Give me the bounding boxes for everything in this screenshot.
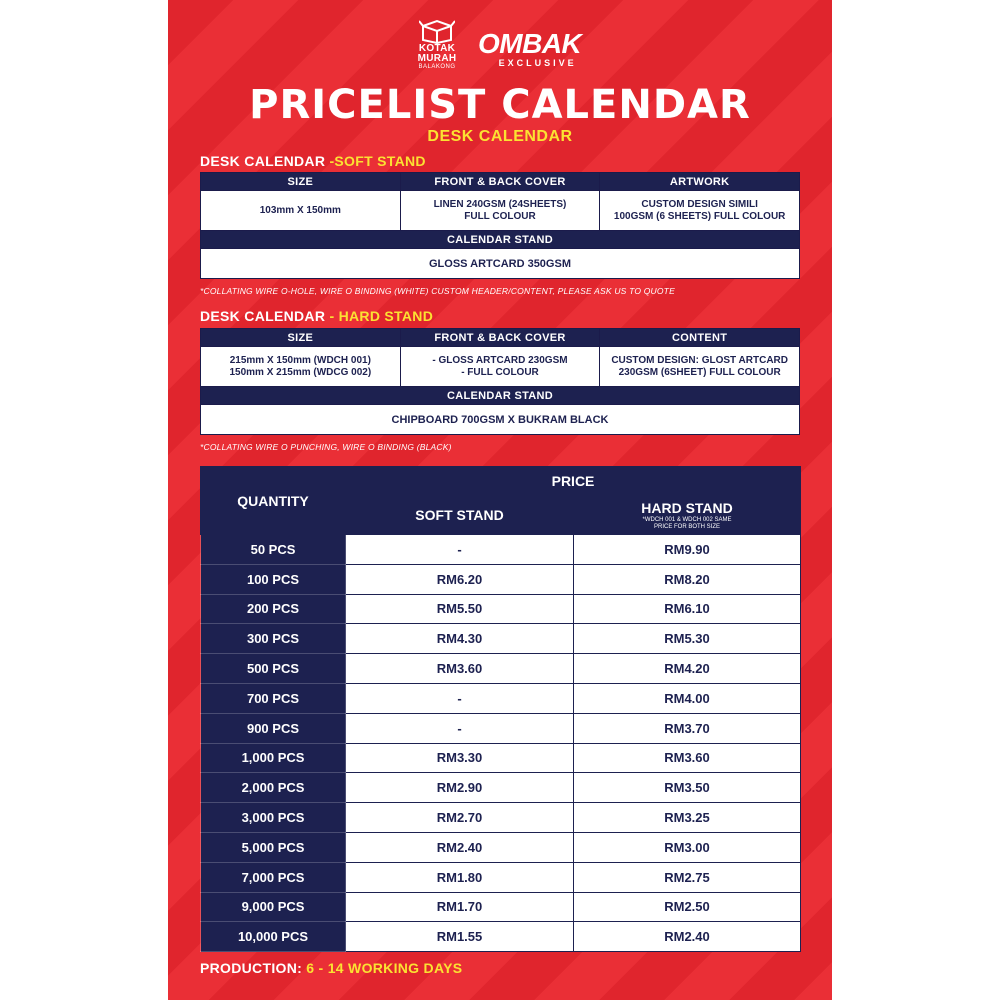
soft-stand-heading-accent: -SOFT STAND — [329, 153, 426, 169]
soft-stand-price-cell: - — [346, 535, 574, 565]
spec-header-content: CONTENT — [600, 329, 800, 347]
price-row — [201, 624, 801, 654]
hard-stand-heading-main: DESK CALENDAR — [200, 308, 330, 324]
price-row — [201, 654, 801, 684]
soft-stand-price-cell: RM2.90 — [346, 773, 574, 803]
soft-stand-price-cell: RM4.30 — [346, 624, 574, 654]
hard-stand-spec-table — [200, 328, 800, 435]
kotak-text: KOTAK — [418, 43, 456, 54]
quantity-cell: 100 PCS — [201, 564, 346, 594]
calendar-stand-value: CHIPBOARD 700GSM X BUKRAM BLACK — [201, 405, 800, 435]
hard-stand-price-cell: RM2.75 — [574, 862, 801, 892]
soft-stand-price-cell: RM6.20 — [346, 564, 574, 594]
pricelist-poster — [168, 0, 832, 1000]
spec-cell-content — [600, 347, 800, 387]
soft-stand-price-cell: RM2.70 — [346, 803, 574, 833]
soft-stand-price-cell: RM3.30 — [346, 743, 574, 773]
hard-stand-price-cell: RM4.00 — [574, 683, 801, 713]
spec-cell-size — [201, 347, 401, 387]
production-label: PRODUCTION: — [200, 960, 307, 976]
production-value: 6 - 14 WORKING DAYS — [306, 960, 463, 976]
quantity-cell: 9,000 PCS — [201, 892, 346, 922]
price-table-body — [201, 535, 801, 952]
production-info — [200, 960, 462, 976]
price-row — [201, 535, 801, 565]
hard-stand-price-cell: RM3.00 — [574, 832, 801, 862]
spec-line: LINEN 240GSM (24SHEETS) — [433, 198, 567, 210]
page-subtitle: DESK CALENDAR — [427, 128, 573, 145]
hard-note-line: *WDCH 001 & WDCH 002 SAME — [642, 516, 732, 523]
spec-line: - GLOSS ARTCARD 230GSM — [432, 354, 568, 366]
spec-line: - FULL COLOUR — [461, 366, 539, 378]
soft-stand-price-cell: RM5.50 — [346, 594, 574, 624]
hard-stand-price-cell: RM4.20 — [574, 654, 801, 684]
murah-text: MURAH — [417, 53, 457, 64]
soft-stand-price-cell: RM2.40 — [346, 832, 574, 862]
ombak-logo — [478, 30, 581, 68]
price-row — [201, 743, 801, 773]
exclusive-text: EXCLUSIVE — [498, 58, 577, 68]
hard-stand-price-cell: RM2.40 — [574, 922, 801, 952]
price-row — [201, 832, 801, 862]
hard-stand-price-cell: RM6.10 — [574, 594, 801, 624]
ombak-text: OMBAK — [478, 28, 582, 59]
spec-line: 230GSM (6SHEET) FULL COLOUR — [618, 366, 781, 378]
spec-header-cover: FRONT & BACK COVER — [400, 173, 600, 191]
spec-line: 103mm X 150mm — [259, 204, 341, 216]
spec-line: CUSTOM DESIGN SIMILI — [641, 198, 758, 210]
kotak-murah-logo — [408, 18, 466, 76]
quantity-cell: 1,000 PCS — [201, 743, 346, 773]
hard-stand-price-cell: RM9.90 — [574, 535, 801, 565]
price-row — [201, 862, 801, 892]
soft-stand-price-cell: RM3.60 — [346, 654, 574, 684]
spec-header-size: SIZE — [201, 173, 401, 191]
quantity-cell: 3,000 PCS — [201, 803, 346, 833]
price-row — [201, 594, 801, 624]
hard-stand-price-cell: RM3.25 — [574, 803, 801, 833]
soft-stand-header: SOFT STAND — [346, 496, 574, 535]
price-row — [201, 773, 801, 803]
spec-line: FULL COLOUR — [464, 210, 536, 222]
quantity-cell: 2,000 PCS — [201, 773, 346, 803]
hard-stand-price-cell: RM3.70 — [574, 713, 801, 743]
balakong-text: BALAKONG — [418, 64, 456, 70]
hard-stand-header-note — [574, 517, 800, 531]
hard-note-line: PRICE FOR BOTH SIZE — [654, 523, 721, 530]
quantity-cell: 50 PCS — [201, 535, 346, 565]
page-title: PRICELIST CALENDAR — [249, 82, 751, 128]
calendar-stand-header: CALENDAR STAND — [201, 387, 800, 405]
spec-cell-size — [201, 191, 401, 231]
spec-header-cover: FRONT & BACK COVER — [400, 329, 600, 347]
spec-header-artwork: ARTWORK — [600, 173, 800, 191]
soft-stand-price-cell: RM1.55 — [346, 922, 574, 952]
quantity-cell: 5,000 PCS — [201, 832, 346, 862]
quantity-cell: 700 PCS — [201, 683, 346, 713]
hard-stand-price-cell: RM8.20 — [574, 564, 801, 594]
quantity-cell: 7,000 PCS — [201, 862, 346, 892]
hard-stand-price-cell: RM2.50 — [574, 892, 801, 922]
spec-line: 150mm X 215mm (WDCG 002) — [229, 366, 372, 378]
spec-cell-cover — [400, 347, 600, 387]
quantity-cell: 200 PCS — [201, 594, 346, 624]
soft-stand-price-cell: - — [346, 713, 574, 743]
hard-stand-heading-accent: - HARD STAND — [329, 308, 434, 324]
price-row — [201, 683, 801, 713]
spec-cell-cover — [400, 191, 600, 231]
spec-line: CUSTOM DESIGN: GLOST ARTCARD — [611, 354, 788, 366]
hard-stand-price-cell: RM5.30 — [574, 624, 801, 654]
spec-header-size: SIZE — [201, 329, 401, 347]
quantity-header: QUANTITY — [201, 467, 346, 535]
price-row — [201, 803, 801, 833]
soft-stand-price-cell: RM1.70 — [346, 892, 574, 922]
hard-stand-note: *COLLATING WIRE O PUNCHING, WIRE O BINDING (BLACK) — [200, 442, 452, 452]
quantity-cell: 10,000 PCS — [201, 922, 346, 952]
calendar-stand-header: CALENDAR STAND — [201, 231, 800, 249]
quantity-cell: 900 PCS — [201, 713, 346, 743]
spec-line: 215mm X 150mm (WDCH 001) — [229, 354, 371, 366]
calendar-stand-value: GLOSS ARTCARD 350GSM — [201, 249, 800, 279]
soft-stand-note: *COLLATING WIRE O-HOLE, WIRE O BINDING (WHITE) CUSTOM HEADER/CONTENT, PLEASE ASK US TO QUOTE — [200, 286, 675, 296]
quantity-cell: 300 PCS — [201, 624, 346, 654]
soft-stand-heading-main: DESK CALENDAR — [200, 153, 330, 169]
hard-stand-price-cell: RM3.50 — [574, 773, 801, 803]
price-row — [201, 713, 801, 743]
hard-stand-header — [574, 496, 801, 535]
spec-cell-artwork — [600, 191, 800, 231]
box-icon — [419, 18, 455, 44]
soft-stand-spec-table — [200, 172, 800, 279]
soft-stand-price-cell: RM1.80 — [346, 862, 574, 892]
price-row — [201, 892, 801, 922]
soft-stand-price-cell: - — [346, 683, 574, 713]
soft-stand-heading — [200, 153, 426, 169]
hard-stand-header-label: HARD STAND — [641, 499, 733, 516]
price-row — [201, 922, 801, 952]
hard-stand-heading — [200, 308, 433, 324]
hard-stand-price-cell: RM3.60 — [574, 743, 801, 773]
spec-line: 100GSM (6 SHEETS) FULL COLOUR — [613, 210, 786, 222]
price-row — [201, 564, 801, 594]
price-table — [200, 466, 801, 952]
quantity-cell: 500 PCS — [201, 654, 346, 684]
price-header: PRICE — [346, 467, 801, 496]
